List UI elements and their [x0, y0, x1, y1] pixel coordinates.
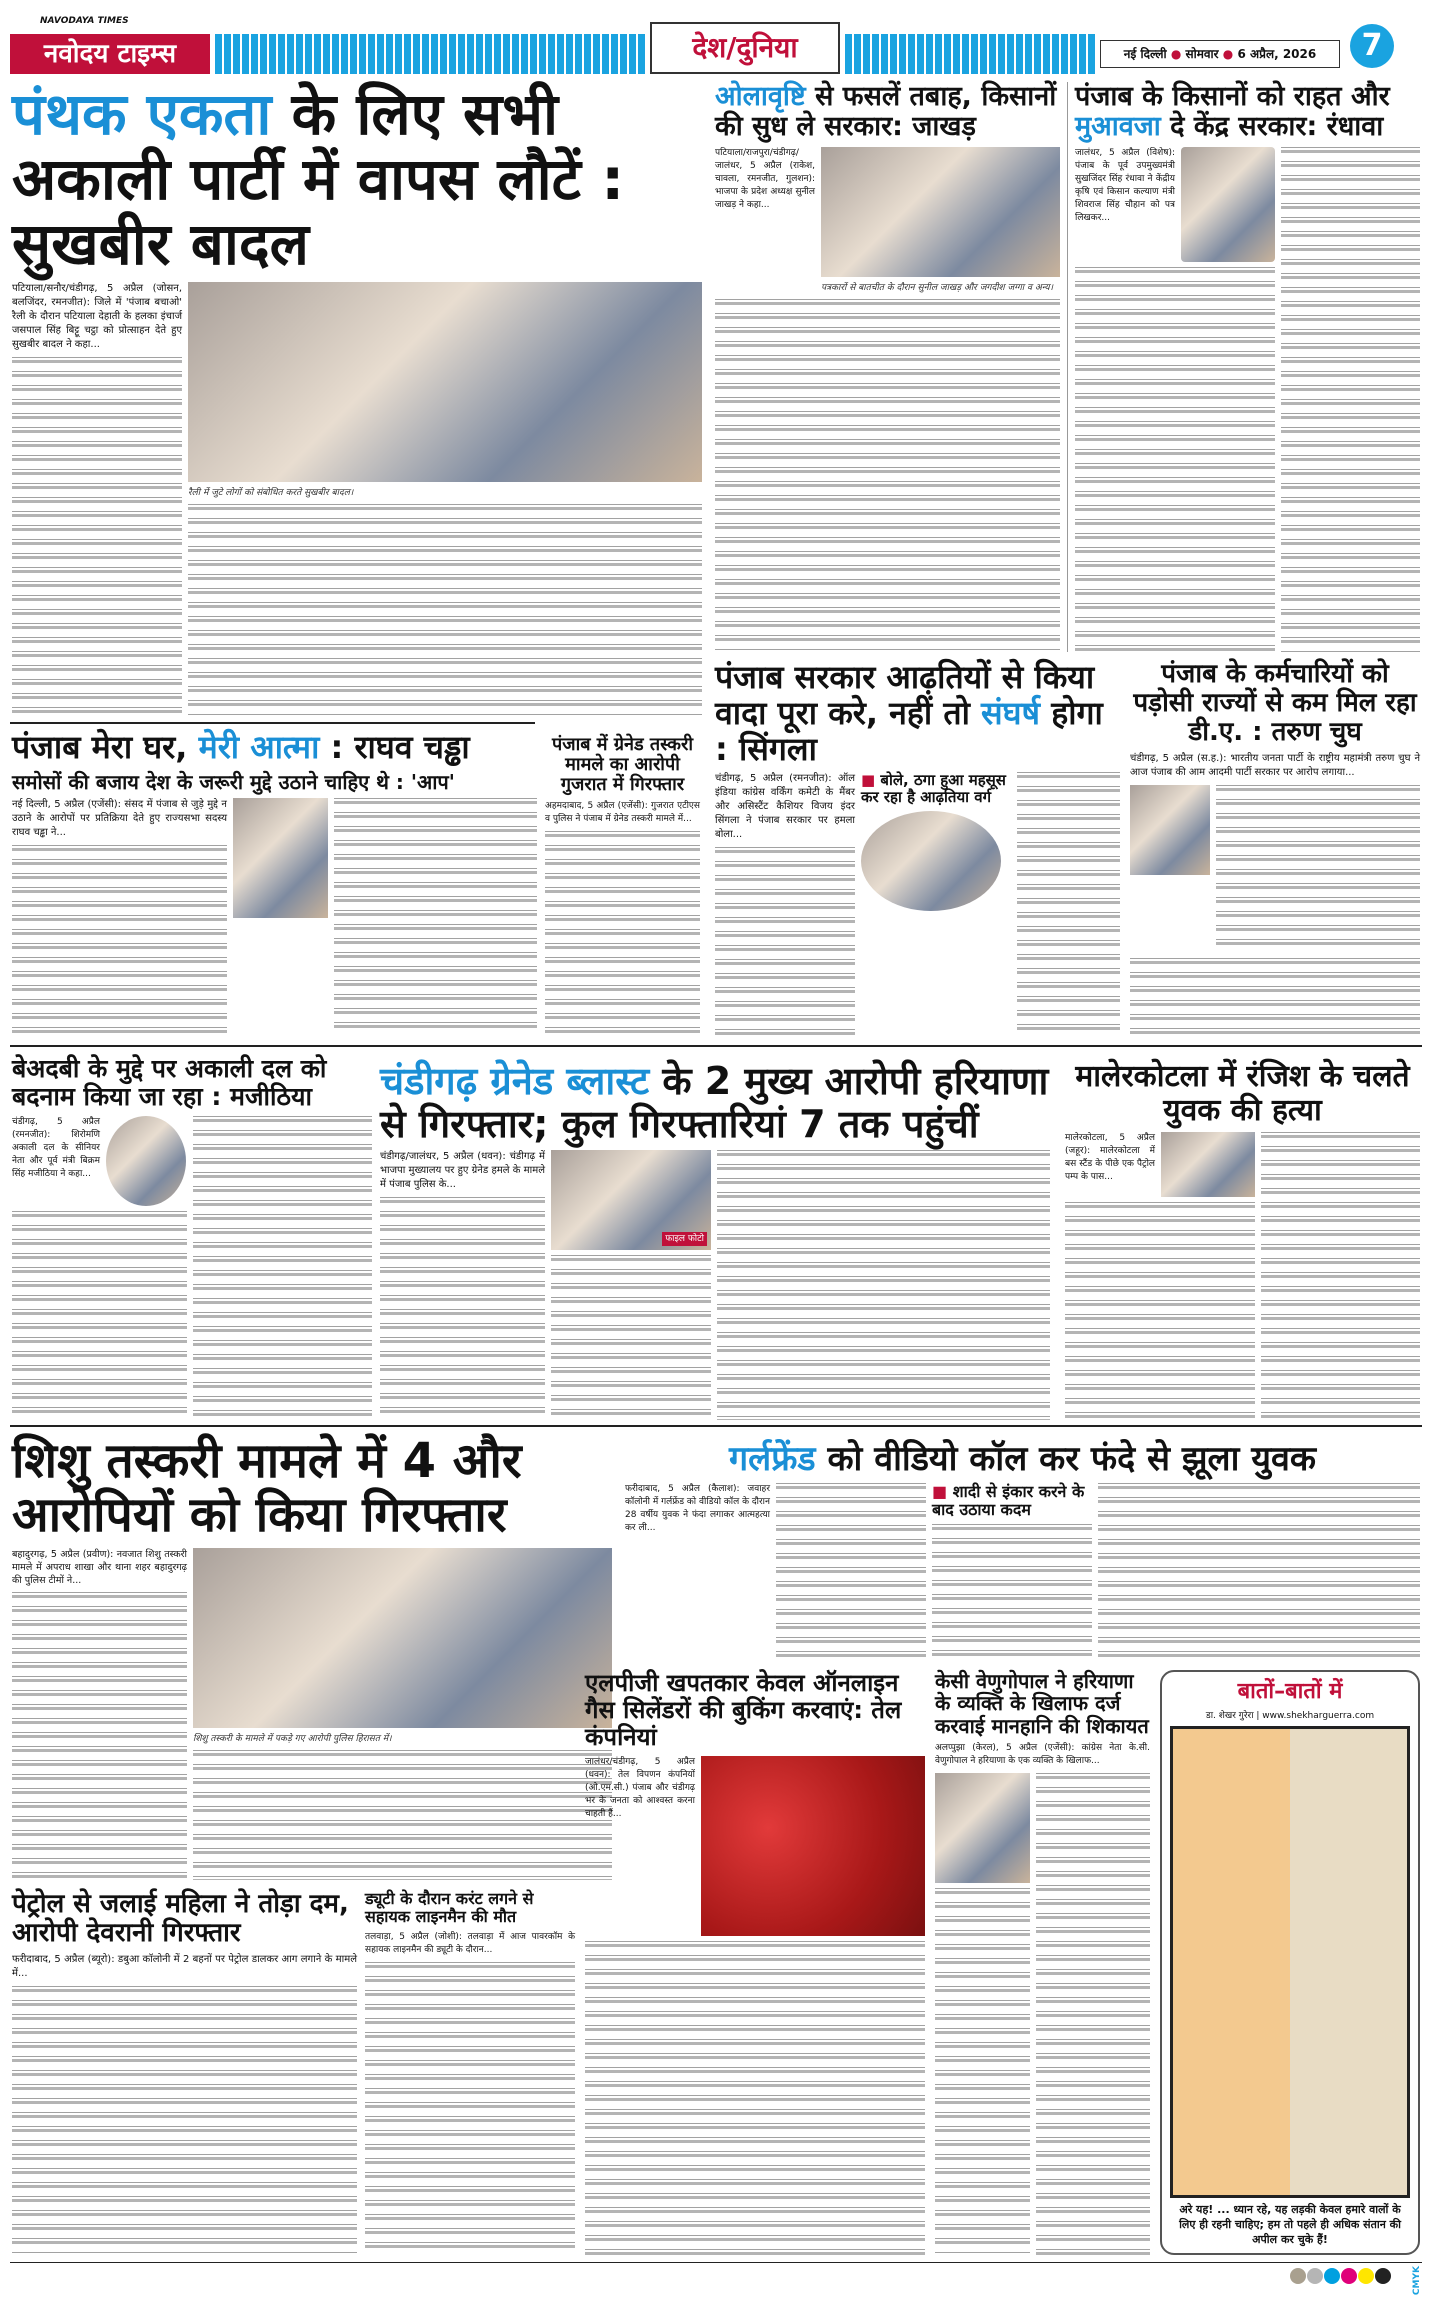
body-venugopal-2	[935, 1888, 1030, 2255]
body-randhawa	[1281, 147, 1420, 652]
color-registration-dots	[1290, 2268, 1391, 2284]
body-lineman	[365, 1962, 575, 2255]
photo-rally	[188, 282, 702, 482]
body-olavrishti	[715, 299, 1060, 652]
lead-blast: चंडीगढ़/जालंधर, 5 अप्रैल (धवन): चंडीगढ़ में भाजपा मुख्यालय पर हुए ग्रेनेड हमले के मामले में पंजाब पुलिस के...	[380, 1151, 545, 1191]
body-petrol	[12, 1986, 357, 2255]
body-chadha-2	[334, 798, 537, 1035]
headline-olavrishti: ओलावृष्टि से फसलें तबाह, किसानों की सुध ले सरकार: जाखड़	[715, 81, 1057, 143]
lead-chadha: नई दिल्ली, 5 अप्रैल (एजेंसी): संसद में पंजाब से जुड़े मुद्दे न उठाने के आरोपों पर प्रतिक्रिया देते हुए राज्यसभा सदस्य राघव चड्ढा ने...	[12, 799, 227, 839]
lead-girlfriend: फरीदाबाद, 5 अप्रैल (कैलाश): जवाहर कॉलोनी में गर्लफ्रेंड को वीडियो कॉल के दौरान 28 वर्षीय युवक ने फंदा लगाकर आत्महत्या कर ली...	[625, 1484, 770, 1534]
headline-singla: पंजाब सरकार आढ़तियों से किया वादा पूरा करे, नहीं तो संघर्ष होगा : सिंगला	[715, 658, 1103, 768]
cartoon-credit: डा. शेखर गुरेरा | www.shekharguerra.com	[1205, 1711, 1375, 1721]
photo-singla	[861, 811, 1001, 911]
story-chugh	[1130, 660, 1420, 1035]
lead-akali: पटियाला/सनौर/चंडीगढ़, 5 अप्रैल (जोसन, बलजिंदर, रमनजीत): जिले में 'पंजाब बचाओ' रैली के दौरान पटियाला देहाती के हलका इंचार्ज जसपाल सिंह बिट्टू चट्ठा को प्रोत्साहन देते हुए सुखबीर बादल ने कहा...	[12, 282, 182, 350]
story-venugopal	[935, 1670, 1150, 2255]
body-shishu	[12, 1592, 187, 1881]
story-lineman	[365, 1890, 575, 2255]
body-majithia-2	[193, 1116, 372, 1420]
headline-malerkotla: मालेरकोटला में रंजिश के चलते युवक की हत्या	[1075, 1059, 1410, 1128]
body-singla-2	[1017, 772, 1120, 1035]
headline-gujarat: पंजाब में ग्रेनेड तस्करी मामले का आरोपी गुजरात में गिरफ्तार	[552, 734, 693, 796]
subhead-chadha: समोसों की बजाय देश के जरूरी मुद्दे उठाने चाहिए थे : 'आप'	[12, 769, 455, 794]
lead-gujarat: अहमदाबाद, 5 अप्रैल (एजेंसी): गुजरात एटीएस व पुलिस ने पंजाब में ग्रेनेड तस्करी मामले में...	[545, 801, 700, 825]
story-gujarat	[545, 735, 700, 1035]
photo-randhawa	[1181, 147, 1275, 262]
pullquote-girlfriend: ■ शादी से इंकार करने के बाद उठाया कदम	[932, 1482, 1085, 1519]
caption-akali: रैली में जुटे लोगों को संबोधित करते सुखबीर बादल।	[188, 487, 354, 498]
photo-grenade	[551, 1150, 711, 1250]
page-number: 7	[1350, 24, 1394, 68]
body-malerkotla	[1065, 1202, 1255, 1420]
masthead-stripes	[845, 34, 1095, 74]
body-malerkotla-2	[1261, 1132, 1420, 1420]
body-singla	[715, 847, 855, 1035]
headline-lpg: एलपीजी खपतकार केवल ऑनलाइन गैस सिलेंडरों की बुकिंग करवाएं: तेल कंपनियां	[585, 1669, 902, 1751]
body-chugh-2	[1130, 958, 1420, 1035]
photo-chugh	[1130, 785, 1210, 875]
headline-majithia: बेअदबी के मुद्दे पर अकाली दल को बदनाम किया जा रहा : मजीठिया	[12, 1054, 327, 1111]
photo-jakhar	[821, 147, 1060, 277]
story-petrol	[12, 1890, 357, 2255]
brand-small: NAVODAYA TIMES	[40, 16, 129, 26]
lead-petrol: फरीदाबाद, 5 अप्रैल (ब्यूरो): डबुआ कॉलोनी में 2 बहनों पर पेट्रोल डालकर आग लगाने के मामले में...	[12, 1954, 357, 1980]
cartoon-caption: अरे यह! ... ध्यान रहे, यह लड़की केवल हमारे वालों के लिए ही रहनी चाहिए; हम तो पहले ही अधिक संतान की अपील कर चुके हैं!	[1179, 2203, 1401, 2246]
lead-randhawa: जालंधर, 5 अप्रैल (विशेष): पंजाब के पूर्व उपमुख्यमंत्री सुखजिंदर सिंह रंधावा ने केंद्रीय कृषि एवं किसान कल्याण मंत्री शिवराज सिंह चौहान को पत्र लिखकर...	[1075, 148, 1175, 224]
photo-majithia	[106, 1116, 186, 1206]
lead-majithia: चंडीगढ़, 5 अप्रैल (रमनजीत): शिरोमणि अकाली दल के सीनियर नेता और पूर्व मंत्री बिक्रम सिंह मजीठिया ने कहा...	[12, 1117, 100, 1179]
caption-olavrishti: पत्रकारों से बातचीत के दौरान सुनील जाखड़ और जगदीश जग्गा व अन्य।	[821, 283, 1054, 294]
lead-lpg: जालंधर/चंडीगढ़, 5 अप्रैल (धवन): तेल विपणन कंपनियों (ओ.एम.सी.) पंजाब और चंडीगढ़ भर के जनता को आश्वस्त करना चाहती हैं...	[585, 1756, 695, 1819]
story-singla	[715, 660, 1120, 1035]
story-olavrishti	[715, 82, 1060, 652]
photo-chadha	[233, 798, 328, 918]
divider	[10, 2262, 1422, 2263]
story-randhawa	[1075, 82, 1420, 652]
story-akali	[12, 82, 702, 717]
lead-shishu: बहादुरगढ़, 5 अप्रैल (प्रवीण): नवजात शिशु तस्करी मामले में अपराध शाखा और थाना शहर बहादुरगढ़ की पुलिस टीमों ने...	[12, 1548, 187, 1586]
body-akali-2	[188, 504, 702, 717]
body-girlfriend	[776, 1483, 926, 1660]
body-girlfriend-2	[932, 1524, 1092, 1660]
photo-malerkotla	[1161, 1132, 1255, 1197]
divider	[10, 1045, 1422, 1047]
cartoon-title: बातों–बातों में	[1237, 1679, 1343, 1704]
headline-akali: पंथक एकता के लिए सभी अकाली पार्टी में वापस लौटें : सुखबीर बादल	[12, 80, 625, 278]
story-malerkotla	[1065, 1060, 1420, 1420]
story-girlfriend	[625, 1440, 1420, 1660]
photo-arrested	[193, 1548, 612, 1728]
lead-malerkotla: मालेरकोटला, 5 अप्रैल (जहूर): मालेरकोटला में बस स्टैंड के पीछे एक पैट्रोल पम्प के पास...	[1065, 1133, 1155, 1183]
body-gujarat	[545, 831, 700, 1035]
lead-lineman: तलवाड़ा, 5 अप्रैल (जोशी): तलवाड़ा में आज पावरकॉम के सहायक लाइनमैन की ड्यूटी के दौरान...	[365, 1931, 575, 1955]
body-chadha	[12, 845, 227, 1035]
divider	[10, 1425, 1422, 1427]
lead-olavrishti: पटियाला/राजपुरा/चंडीगढ़/जालंधर, 5 अप्रैल (राकेश, चावला, रमनजीत, गुलशन): भाजपा के प्रदेश अध्यक्ष सुनील जाखड़ ने कहा...	[715, 148, 815, 211]
story-lpg	[585, 1670, 925, 2255]
body-akali	[12, 357, 182, 717]
headline-randhawa: पंजाब के किसानों को राहत और मुआवजा दे केंद्र सरकार: रंधावा	[1075, 81, 1390, 143]
body-girlfriend-3	[1098, 1483, 1420, 1660]
pullquote-singla: ■ बोले, ठगा हुआ महसूस कर रहा है आढ़तिया वर्ग	[861, 771, 1006, 807]
lead-venugopal: अलप्पुझा (केरल), 5 अप्रैल (एजेंसी): कांग्रेस नेता के.सी. वेणुगोपाल ने हरियाणा के एक व्यक्ति के खिलाफ...	[935, 1743, 1150, 1767]
body-venugopal	[1036, 1773, 1150, 2255]
story-chadha	[12, 730, 537, 1035]
cartoon-box	[1160, 1670, 1420, 2255]
story-shishu	[12, 1435, 612, 1880]
body-shishu-2	[193, 1750, 612, 1881]
headline-petrol: पेट्रोल से जलाई महिला ने तोड़ा दम, आरोपी देवरानी गिरफ्तार	[12, 1889, 349, 1949]
divider	[1067, 82, 1068, 652]
cartoon-illustration	[1170, 1726, 1410, 2198]
story-blast	[380, 1060, 1050, 1420]
masthead-stripes	[215, 34, 645, 74]
photo-cylinders	[701, 1756, 925, 1936]
headline-shishu: शिशु तस्करी मामले में 4 और आरोपियों को किया गिरफ्तार	[12, 1433, 522, 1543]
brand-logo: नवोदय टाइम्स	[10, 34, 210, 74]
body-randhawa-2	[1075, 267, 1275, 652]
body-chugh	[1216, 785, 1420, 952]
photo-label: फाइल फोटो	[662, 1232, 707, 1246]
caption-shishu: शिशु तस्करी के मामले में पकड़े गए आरोपी पुलिस हिरासत में।	[193, 1733, 392, 1744]
headline-chadha: पंजाब मेरा घर, मेरी आत्मा : राघव चड्ढा	[12, 728, 470, 766]
headline-venugopal: केसी वेणुगोपाल ने हरियाणा के व्यक्ति के खिलाफ दर्ज करवाई मानहानि की शिकायत	[935, 1669, 1149, 1738]
headline-lineman: ड्यूटी के दौरान करंट लगने से सहायक लाइनमैन की मौत	[365, 1889, 534, 1926]
body-blast-2	[551, 1255, 711, 1420]
lead-singla: चंडीगढ़, 5 अप्रैल (रमनजीत): ऑल इंडिया कांग्रेस वर्किंग कमेटी के मैंबर और असिस्टैंट कैशियर विजय इंदर सिंगला ने पंजाब सरकार पर हमला बोला...	[715, 773, 855, 841]
headline-chugh: पंजाब के कर्मचारियों को पड़ोसी राज्यों से कम मिल रहा डी.ए. : तरुण चुघ	[1133, 659, 1417, 748]
headline-blast: चंडीगढ़ ग्रेनेड ब्लास्ट के 2 मुख्य आरोपी हरियाणा से गिरफ्तार; कुल गिरफ्तारियां 7 तक पहुंचीं	[380, 1059, 1049, 1146]
body-majithia	[12, 1211, 187, 1420]
story-majithia	[12, 1055, 372, 1420]
photo-venugopal	[935, 1773, 1030, 1883]
lead-chugh: चंडीगढ़, 5 अप्रैल (स.ह.): भारतीय जनता पार्टी के राष्ट्रीय महामंत्री तरुण चुघ ने आज पंजाब की आम आदमी पार्टी सरकार पर आरोप लगाया...	[1130, 753, 1420, 779]
headline-girlfriend: गर्लफ्रेंड को वीडियो कॉल कर फंदे से झूला युवक	[729, 1439, 1316, 1479]
body-lpg	[585, 1941, 925, 2255]
dateline: नई दिल्ली ● सोमवार ● 6 अप्रैल, 2026	[1100, 40, 1340, 68]
body-blast	[380, 1197, 545, 1420]
body-blast-3	[717, 1150, 1050, 1420]
divider	[10, 722, 535, 724]
cmyk-mark: CMYK	[1412, 2266, 1422, 2296]
section-label: देश/दुनिया	[650, 22, 840, 74]
